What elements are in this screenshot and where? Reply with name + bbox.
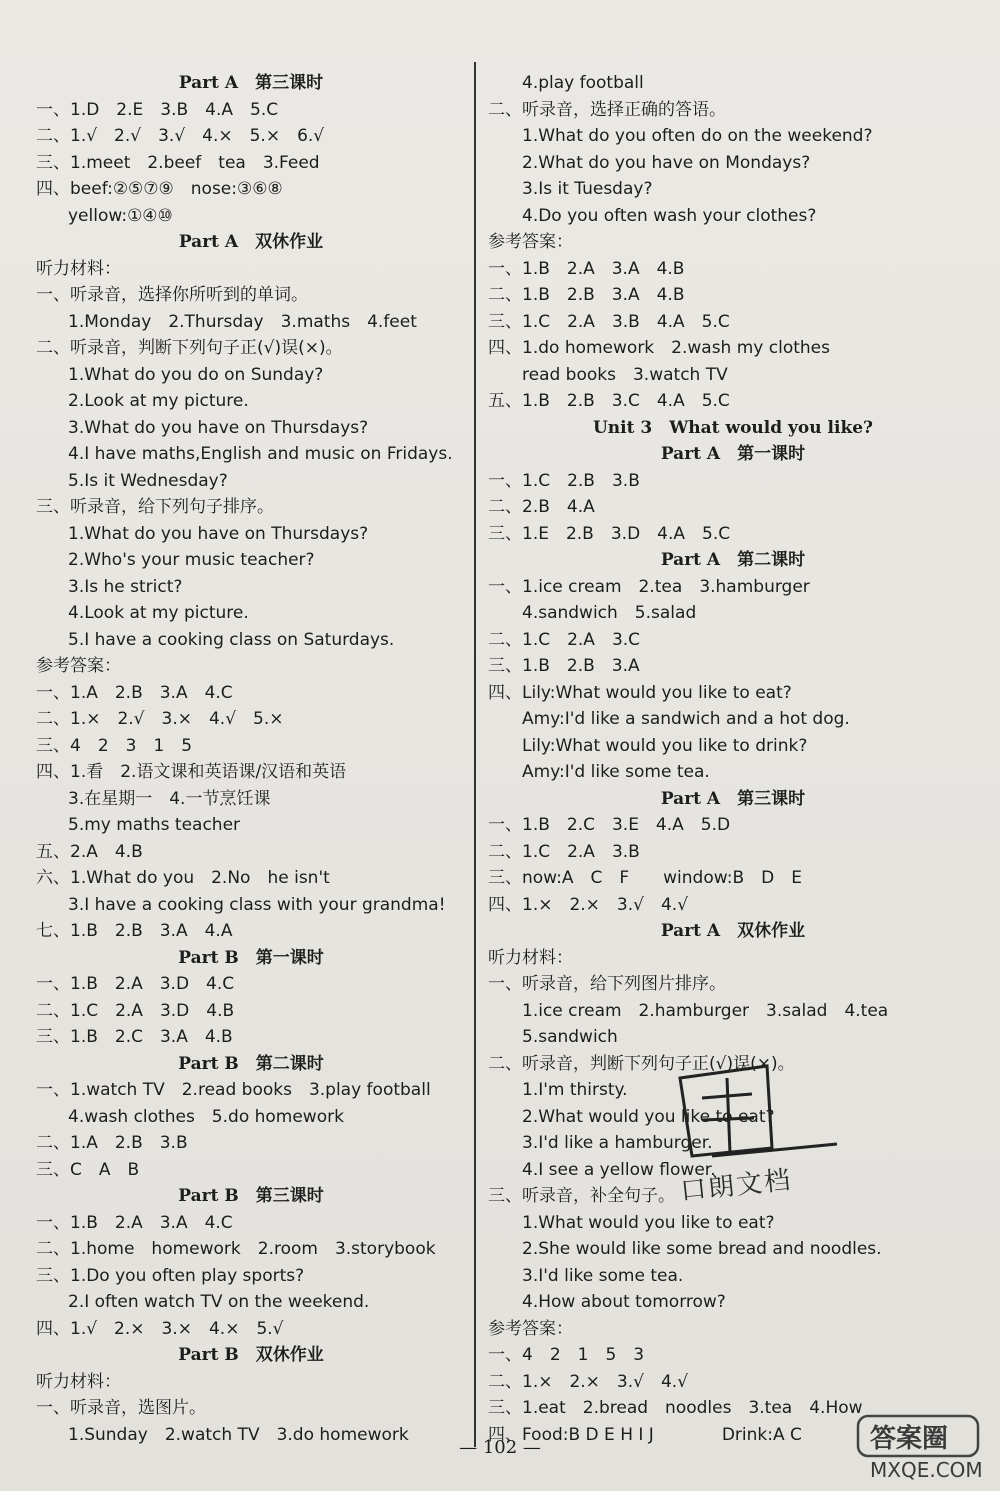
stamp-text: 口朗文档 [679, 1165, 794, 1207]
answer-line: 听力材料： [36, 1371, 121, 1392]
answer-line: 3.I'd like a hamburger. [522, 1133, 713, 1153]
answer-line: 参考答案： [488, 232, 573, 252]
section-heading: Part A 第二课时 [660, 550, 806, 570]
answer-line: 三、1.B 2.B 3.A [488, 656, 640, 676]
answer-line: yellow:①④⑩ [68, 205, 173, 226]
answer-line: 1.Monday 2.Thursday 3.maths 4.feet [68, 311, 417, 332]
answer-line: 3.在星期一 4.一节烹饪课 [68, 788, 271, 809]
answer-line: 四、1.do homework 2.wash my clothes [488, 338, 830, 358]
answer-line: 二、1.A 2.B 3.B [36, 1133, 188, 1153]
answer-line: 一、1.A 2.B 3.A 4.C [36, 682, 233, 703]
answer-line: 二、1.C 2.A 3.D 4.B [36, 1000, 235, 1021]
section-heading: Part B 第三课时 [178, 1186, 324, 1206]
answer-line: 一、1.B 2.C 3.E 4.A 5.D [488, 815, 731, 835]
answer-line: 三、1.meet 2.beef tea 3.Feed [36, 152, 320, 173]
answer-line: 一、听录音，选图片。 [36, 1398, 206, 1418]
answer-line: 4.Look at my picture. [68, 603, 249, 623]
answer-line: 4.I have maths,English and music on Fridays. [68, 444, 453, 464]
answer-line: 四、1.看 2.语文课和英语课/汉语和英语 [36, 762, 347, 782]
answer-line: 二、1.B 2.B 3.A 4.B [488, 285, 685, 305]
answer-line: 二、1.home homework 2.room 3.storybook [36, 1239, 436, 1259]
answer-line: 5.Is it Wednesday? [68, 470, 228, 491]
answer-line: 三、C A B [36, 1159, 140, 1180]
answer-line: 听力材料： [36, 258, 121, 279]
answer-line: 三、听录音，补全句子。 [488, 1186, 675, 1206]
answer-line: 一、1.D 2.E 3.B 4.A 5.C [36, 99, 279, 120]
answer-line: 5.my maths teacher [68, 815, 241, 835]
answer-line: 听力材料： [488, 947, 573, 968]
answer-line: 4.Do you often wash your clothes? [522, 205, 817, 226]
answer-line: Amy:I'd like a sandwich and a hot dog. [522, 709, 850, 729]
answer-line: 1.ice cream 2.hamburger 3.salad 4.tea [522, 1000, 889, 1021]
answer-line: 参考答案： [488, 1318, 573, 1339]
answer-line: 四、1.× 2.× 3.√ 4.√ [488, 894, 689, 915]
answer-line: 三、1.eat 2.bread noodles 3.tea 4.How [488, 1398, 863, 1418]
answer-line: 参考答案： [36, 656, 121, 676]
stamp-mark [672, 1058, 842, 1168]
answer-line: 一、1.B 2.A 3.A 4.C [36, 1212, 233, 1233]
answer-line: 三、1.B 2.C 3.A 4.B [36, 1027, 233, 1047]
answer-line: 二、1.C 2.A 3.C [488, 629, 641, 650]
answer-line: 2.Who's your music teacher? [68, 550, 315, 570]
answer-line: Lily:What would you like to drink? [522, 735, 808, 756]
answer-line: 4.wash clothes 5.do homework [68, 1106, 344, 1127]
answer-line: 5.sandwich [522, 1027, 618, 1047]
answer-line: 五、1.B 2.B 3.C 4.A 5.C [488, 391, 730, 411]
answer-line: 一、1.B 2.A 3.A 4.B [488, 258, 685, 279]
answer-line: 一、听录音，给下列图片排序。 [488, 974, 726, 994]
right-column [488, 70, 978, 1448]
answer-line: 2.She would like some bread and noodles. [522, 1239, 882, 1259]
section-heading: Part B 第一课时 [178, 947, 324, 968]
answer-line: 3.What do you have on Thursdays? [68, 417, 369, 438]
answer-line: 四、Food:B D E H I J Drink:A C [488, 1424, 802, 1445]
section-heading: Part A 第三课时 [178, 73, 324, 93]
answer-line: 3.Is it Tuesday? [522, 179, 653, 199]
answer-line: 三、now:A C F window:B D E [488, 868, 802, 888]
answer-line: 五、2.A 4.B [36, 841, 143, 862]
answer-line: 1.What do you have on Thursdays? [68, 523, 369, 544]
answer-line: 3.Is he strict? [68, 576, 183, 597]
answer-line: 1.What would you like to eat? [522, 1212, 775, 1233]
answer-line: 2.What do you have on Mondays? [522, 152, 811, 173]
answer-line: 1.Sunday 2.watch TV 3.do homework [68, 1424, 409, 1445]
section-heading: Part A 第三课时 [660, 788, 806, 809]
answer-line: 二、听录音，判断下列句子正(√)误(×)。 [36, 338, 343, 358]
column-divider [474, 62, 476, 1447]
section-heading: Part B 双休作业 [178, 1345, 324, 1365]
answer-line: 二、1.C 2.A 3.B [488, 841, 640, 862]
answer-line: 4.I see a yellow flower. [522, 1159, 716, 1180]
answer-line: 二、2.B 4.A [488, 497, 595, 517]
answer-line: 4.play football [522, 73, 644, 93]
answer-line: 三、4 2 3 1 5 [36, 735, 193, 756]
answer-line: 一、1.ice cream 2.tea 3.hamburger [488, 576, 810, 597]
answer-line: 二、1.√ 2.√ 3.√ 4.× 5.× 6.√ [36, 126, 325, 146]
answer-line: 四、Lily:What would you like to eat? [488, 682, 792, 703]
answer-line: 二、1.× 2.× 3.√ 4.√ [488, 1371, 689, 1392]
answer-line: 二、1.× 2.√ 3.× 4.√ 5.× [36, 709, 284, 729]
answer-line: read books 3.watch TV [522, 364, 728, 385]
section-heading: Part A 双休作业 [178, 232, 324, 252]
answer-line: 4.sandwich 5.salad [522, 603, 697, 623]
answer-line: Amy:I'd like some tea. [522, 762, 710, 782]
answer-line: 二、听录音，选择正确的答语。 [488, 99, 726, 120]
watermark-url: MXQE.COM [870, 1458, 983, 1482]
watermark-logo-text: 答案圈 [870, 1424, 949, 1454]
page-number: — 102 — [459, 1437, 541, 1458]
answer-line: 一、1.B 2.A 3.D 4.C [36, 974, 235, 994]
answer-line: 1.I'm thirsty. [522, 1080, 628, 1100]
answer-line: 3.I'd like some tea. [522, 1265, 684, 1286]
left-column [36, 70, 466, 1448]
answer-line: 4.How about tomorrow? [522, 1292, 726, 1312]
answer-line: 三、1.Do you often play sports? [36, 1265, 305, 1286]
answer-line: 2.What would you like to eat? [522, 1106, 775, 1127]
answer-line: 四、1.√ 2.× 3.× 4.× 5.√ [36, 1318, 284, 1339]
answer-line: 六、1.What do you 2.No he isn't [36, 868, 330, 888]
answer-line: 3.I have a cooking class with your grandma! [68, 894, 446, 915]
answer-line: 四、beef:②⑤⑦⑨ nose:③⑥⑧ [36, 179, 283, 199]
answer-line: 一、听录音，选择你所听到的单词。 [36, 285, 308, 305]
answer-line: 2.I often watch TV on the weekend. [68, 1292, 370, 1312]
answer-line: 一、1.C 2.B 3.B [488, 470, 640, 491]
answer-line: 1.What do you do on Sunday? [68, 364, 324, 385]
section-heading: Part B 第二课时 [178, 1053, 324, 1074]
answer-line: 七、1.B 2.B 3.A 4.A [36, 921, 233, 941]
answer-line: 一、1.watch TV 2.read books 3.play football [36, 1080, 431, 1100]
answer-line: 2.Look at my picture. [68, 391, 249, 411]
answer-line: 5.I have a cooking class on Saturdays. [68, 629, 395, 650]
section-heading: Part A 双休作业 [660, 921, 806, 941]
answer-line: 三、听录音，给下列句子排序。 [36, 497, 274, 517]
section-heading: Part A 第一课时 [660, 444, 806, 464]
answer-line: 1.What do you often do on the weekend? [522, 126, 873, 146]
section-heading: Unit 3 What would you like? [592, 417, 874, 438]
answer-line: 一、4 2 1 5 3 [488, 1345, 645, 1365]
answer-line: 三、1.C 2.A 3.B 4.A 5.C [488, 311, 730, 332]
answer-line: 二、听录音，判断下列句子正(√)误(×)。 [488, 1053, 795, 1074]
answer-line: 三、1.E 2.B 3.D 4.A 5.C [488, 523, 731, 544]
